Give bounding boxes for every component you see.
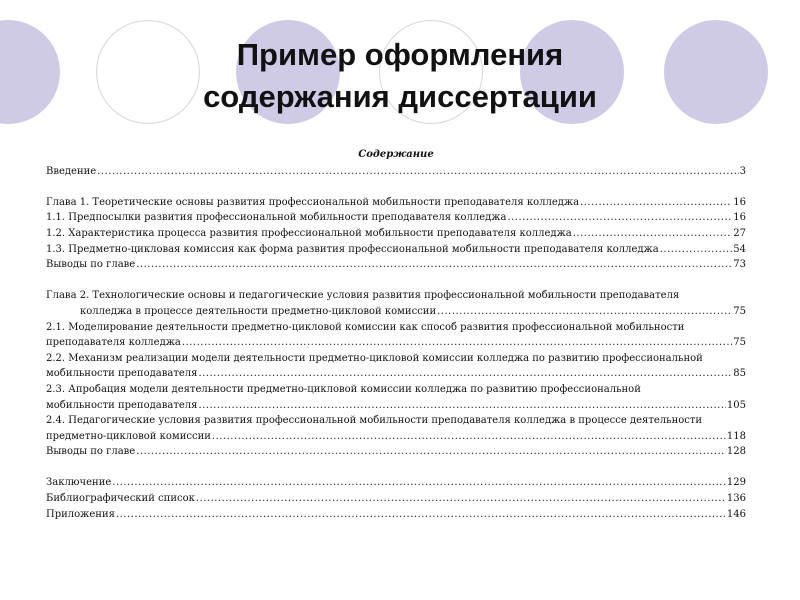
dot-leader — [198, 366, 732, 382]
toc-heading: Содержание — [358, 149, 434, 160]
toc-entry-section-2-3-line-1: 2.3. Апробация модели деятельности предметно-цикловой комиссии колледжа по развитию профессиональной — [46, 383, 641, 395]
toc-entry-label: Приложения — [46, 508, 115, 520]
toc-entry-page: 73 — [733, 259, 746, 271]
dot-leader — [437, 304, 732, 320]
toc-entry-section-2-2 — [46, 366, 746, 382]
toc-entry-chapter-1-conclusions — [46, 257, 746, 273]
toc-entry-page: 136 — [726, 493, 746, 505]
toc-entry-page: 54 — [733, 243, 746, 255]
toc-entry-chapter-1 — [46, 195, 746, 211]
toc-entry-page: 146 — [726, 508, 746, 520]
toc-entry-page: 128 — [726, 446, 746, 458]
toc-entry-section-2-1-line-1: 2.1. Моделирование деятельности предметно-цикловой комиссии как способ развития профессиональной мобильности — [46, 321, 685, 333]
toc-entry-label: 1.3. Предметно-цикловая комиссия как форма развития профессиональной мобильности преподавателя колледжа — [46, 243, 659, 255]
toc-entry-chapter-2 — [46, 304, 746, 320]
dot-leader — [198, 398, 725, 414]
toc-entry-conclusion — [46, 475, 746, 491]
toc-entry-appendix — [46, 507, 746, 523]
toc-entry-page: 16 — [733, 212, 746, 224]
dot-leader — [580, 195, 732, 211]
decorative-circle — [664, 20, 768, 124]
toc-entry-label: Глава 1. Теоретические основы развития профессиональной мобильности преподавателя колледжа — [46, 196, 580, 208]
toc-entry-section-1-3 — [46, 242, 746, 258]
decorative-circle — [0, 20, 60, 124]
toc-entry-section-1-1 — [46, 210, 746, 226]
toc-entry-page: 75 — [733, 305, 746, 317]
dot-leader — [660, 242, 733, 258]
toc-entry-page: 118 — [726, 430, 746, 442]
toc-entry-label: 1.2. Характеристика процесса развития профессиональной мобильности преподавателя колледжа — [46, 227, 572, 239]
toc-entry-label: Библиографический список — [46, 493, 195, 505]
dot-leader — [573, 226, 733, 242]
dot-leader — [196, 491, 726, 507]
toc-entry-label: Заключение — [46, 477, 112, 489]
toc-entry-label: мобильности преподавателя — [46, 368, 198, 380]
toc-entry-page: 75 — [733, 337, 746, 349]
dot-leader — [116, 507, 726, 523]
toc-entry-page: 3 — [739, 165, 746, 177]
slide-title-line-2: содержания диссертации — [203, 79, 597, 114]
toc-entry-page: 105 — [726, 399, 746, 411]
toc-entry-section-1-2 — [46, 226, 746, 242]
toc-entry-page: 27 — [733, 227, 746, 239]
toc-entry-label: мобильности преподавателя — [46, 399, 198, 411]
toc-entry-label: колледжа в процессе деятельности предметно-цикловой комиссии — [80, 305, 437, 317]
toc-entry-intro — [46, 164, 746, 180]
toc-entry-label: Выводы по главе — [46, 259, 136, 271]
toc-entry-section-2-1 — [46, 335, 746, 351]
toc-entry-section-2-2-line-1: 2.2. Механизм реализации модели деятельности предметно-цикловой комиссии колледжа по развитию профессиональной — [46, 352, 703, 364]
toc-entry-label: преподавателя колледжа — [46, 337, 181, 349]
toc-entry-page: 129 — [726, 477, 746, 489]
slide-title-line-1: Пример оформления — [236, 37, 564, 72]
toc-entry-bibliography — [46, 491, 746, 507]
dot-leader — [112, 475, 726, 491]
dot-leader — [182, 335, 732, 351]
dot-leader — [212, 429, 726, 445]
toc-entry-section-2-4 — [46, 429, 746, 445]
dot-leader — [136, 444, 726, 460]
toc-entry-section-2-3 — [46, 398, 746, 414]
toc-entry-label: Выводы по главе — [46, 446, 136, 458]
toc-entry-label: 1.1. Предпосылки развития профессиональной мобильности преподавателя колледжа — [46, 212, 507, 224]
toc-entry-label: Введение — [46, 165, 97, 177]
toc-entry-chapter-2-line-1: Глава 2. Технологические основы и педагогические условия развития профессиональной мобильности преподавателя — [46, 290, 680, 302]
dot-leader — [507, 210, 732, 226]
table-of-contents — [46, 147, 746, 522]
toc-entry-page: 16 — [733, 196, 746, 208]
toc-entry-section-2-4-line-1: 2.4. Педагогические условия развития профессиональной мобильности преподавателя колледжа в процессе деятельности — [46, 415, 703, 427]
toc-entry-chapter-2-conclusions — [46, 444, 746, 460]
dot-leader — [136, 257, 732, 273]
dot-leader — [97, 164, 738, 180]
toc-entry-label: предметно-цикловой комиссии — [46, 430, 211, 442]
slide-title — [140, 34, 660, 118]
toc-entry-page: 85 — [733, 368, 746, 380]
